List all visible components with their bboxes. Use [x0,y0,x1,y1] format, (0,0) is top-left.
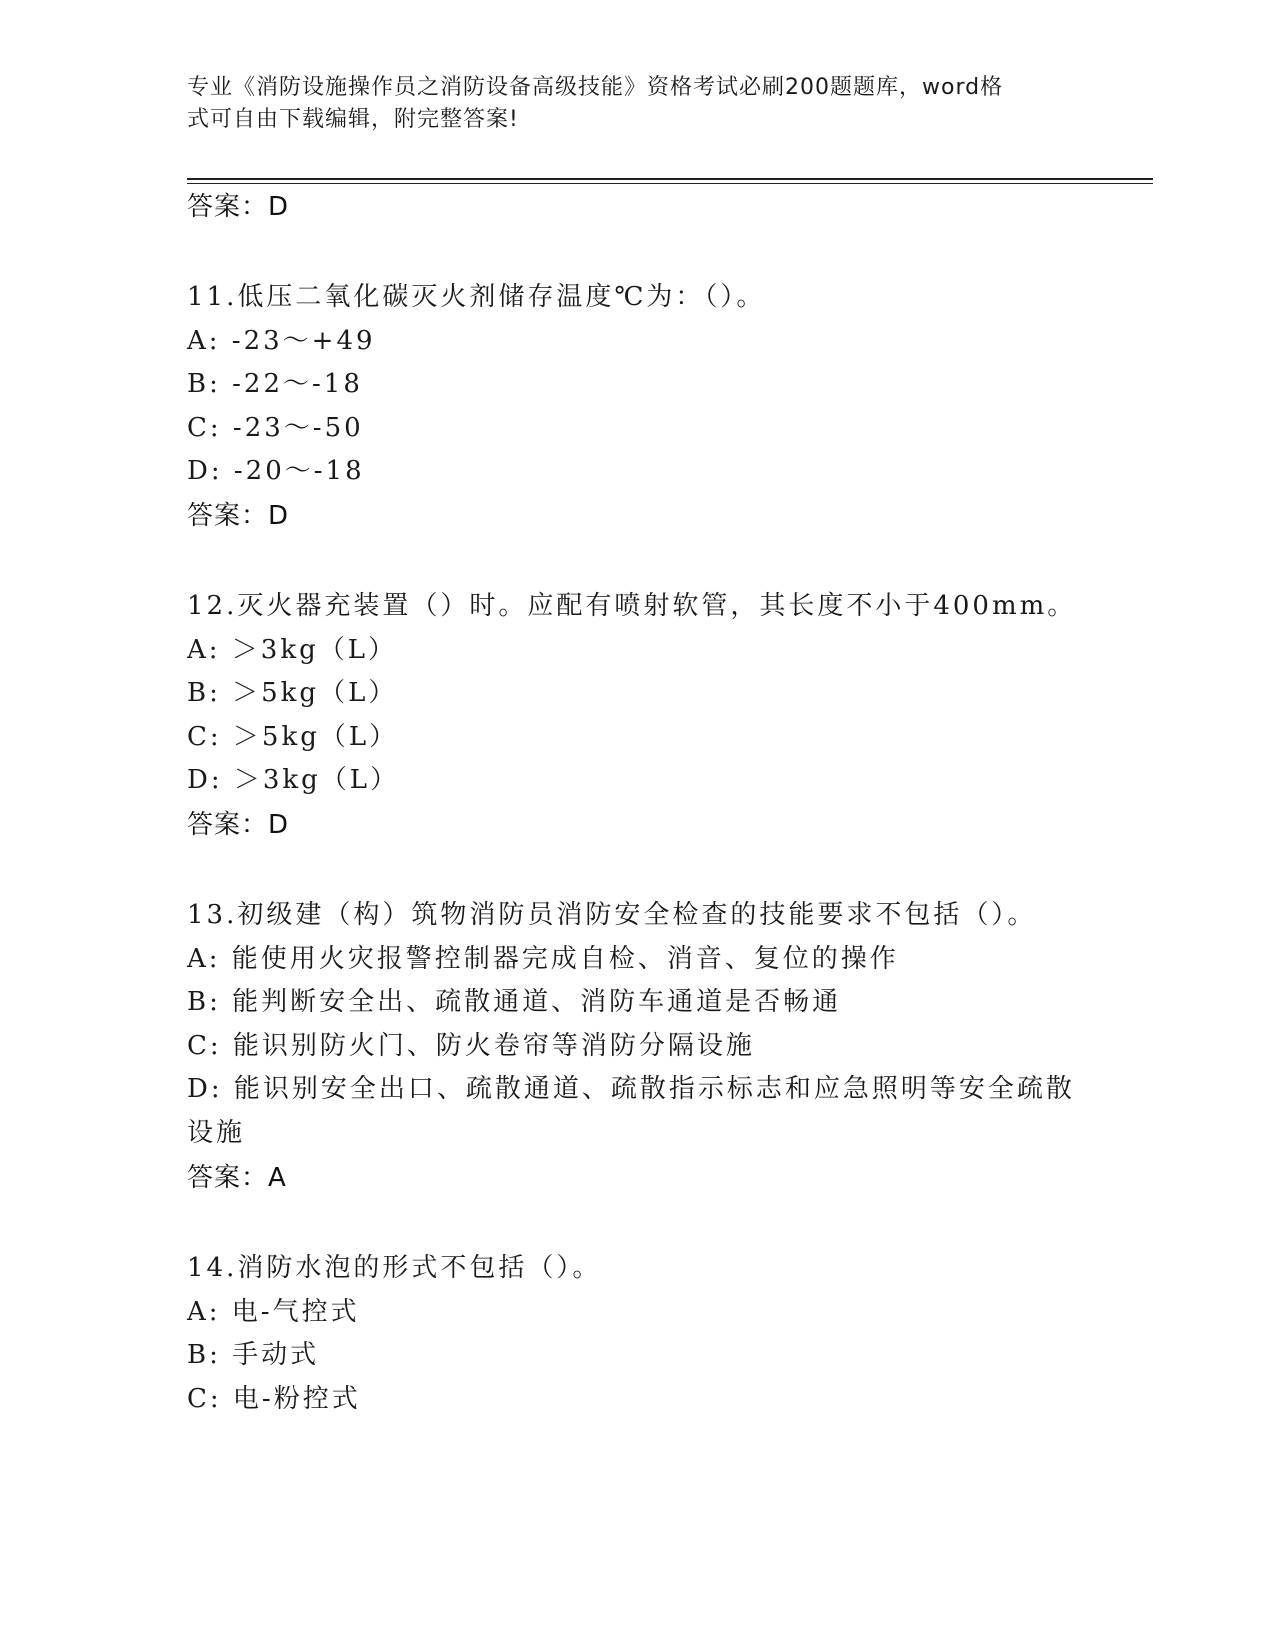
q11-option-d: D: -20～-18 [187,456,365,486]
document-header [187,72,1087,136]
q12-option-a: A: ＞3kg（L） [187,635,398,665]
q11-option-b: B: -22～-18 [187,369,363,399]
q13-option-c: C: 能识别防火门、防火卷帘等消防分隔设施 [187,1031,755,1061]
question-14: 14.消防水泡的形式不包括（）。 [187,1253,602,1283]
q14-option-b: B: 手动式 [187,1340,320,1370]
q11-option-a: A: -23～+49 [187,326,376,356]
q12-answer: 答案：D [187,810,290,840]
question-13: 13.初级建（构）筑物消防员消防安全检查的技能要求不包括（）。 [187,900,1037,930]
q13-option-d: D: 能识别安全出口、疏散通道、疏散指示标志和应急照明等安全疏散 [187,1074,1075,1104]
q13-answer: 答案：A [187,1163,287,1193]
q11-answer: 答案：D [187,501,290,531]
q12-option-d: D: ＞3kg（L） [187,765,400,795]
q13-option-a: A: 能使用火灾报警控制器完成自检、消音、复位的操作 [187,944,899,974]
q11-option-c: C: -23～-50 [187,413,364,443]
q12-option-b: B: ＞5kg（L） [187,678,398,708]
question-11: 11.低压二氧化碳灭火剂储存温度℃为：（）。 [187,282,766,312]
q12-option-c: C: ＞5kg（L） [187,722,399,752]
q13-option-d-continued: 设施 [187,1118,246,1148]
header-divider-thin [187,183,1153,184]
q13-option-b: B: 能判断安全出、疏散通道、消防车通道是否畅通 [187,987,842,1017]
question-12: 12.灭火器充装置（）时。应配有喷射软管，其长度不小于400mm。 [187,591,1077,621]
header-divider-thick [187,178,1153,180]
header-line-2: 式可自由下载编辑，附完整答案! [187,107,519,132]
q14-option-c: C: 电-粉控式 [187,1384,361,1414]
previous-answer: 答案：D [187,192,290,222]
q14-option-a: A: 电-气控式 [187,1297,360,1327]
header-line-1: 专业《消防设施操作员之消防设备高级技能》资格考试必刷200题题库，word格 [187,75,1004,100]
